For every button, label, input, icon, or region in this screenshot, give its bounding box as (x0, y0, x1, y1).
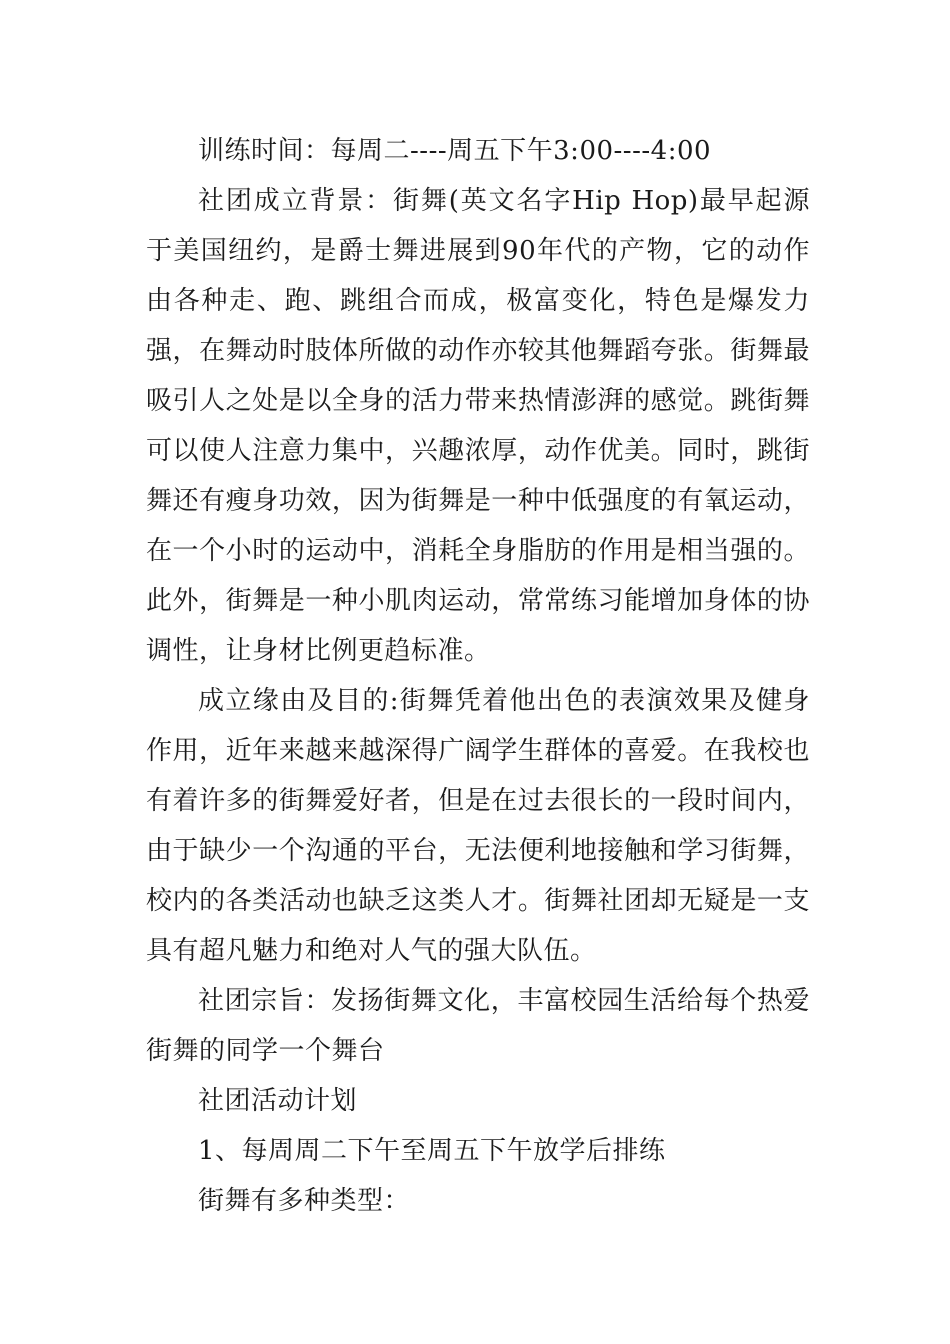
rehearsal-schedule-item: 1、每周周二下午至周五下午放学后排练 (198, 1136, 666, 1166)
document-body (146, 126, 810, 1226)
activity-plan-heading: 社团活动计划 (198, 1086, 358, 1116)
founding-purpose-paragraph: 成立缘由及目的:街舞凭着他出色的表演效果及健身作用，近年来越来越深得广阔学生群体的喜爱。在我校也有着许多的街舞爱好者，但是在过去很长的一段时间内，由于缺少一个沟通的平台，无法便利地接触和学习街舞，校内的各类活动也缺乏这类人才。街舞社团却无疑是一支具有超凡魅力和绝对人气的强大队伍。 (146, 686, 810, 966)
club-mission-paragraph: 社团宗旨：发扬街舞文化，丰富校园生活给每个热爱街舞的同学一个舞台 (146, 986, 810, 1066)
dance-types-intro: 街舞有多种类型： (198, 1186, 411, 1216)
club-background-paragraph: 社团成立背景：街舞(英文名字Hip Hop)最早起源于美国纽约，是爵士舞进展到90年代的产物，它的动作由各种走、跑、跳组合而成，极富变化，特色是爆发力强，在舞动时肢体所做的动作亦较其他舞蹈夸张。街舞最吸引人之处是以全身的活力带来热情澎湃的感觉。跳街舞可以使人注意力集中，兴趣浓厚，动作优美。同时，跳街舞还有瘦身功效，因为街舞是一种中低强度的有氧运动，在一个小时的运动中，消耗全身脂肪的作用是相当强的。此外，街舞是一种小肌肉运动，常常练习能增加身体的协调性，让身材比例更趋标准。 (146, 186, 810, 666)
training-time-paragraph: 训练时间：每周二----周五下午3:00----4:00 (198, 136, 712, 166)
